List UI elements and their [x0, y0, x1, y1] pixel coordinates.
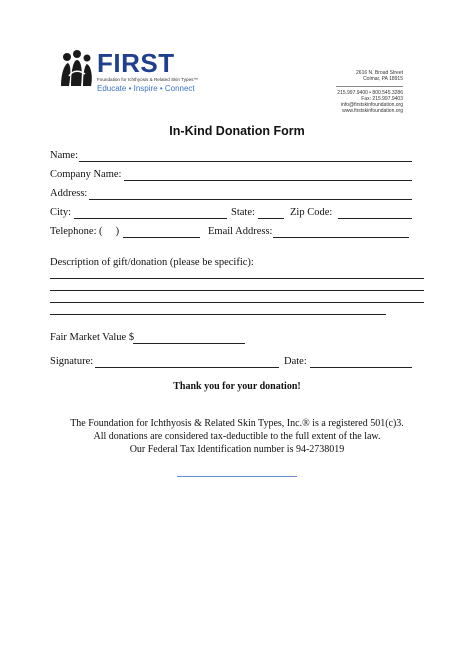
telephone-field[interactable] [123, 237, 200, 238]
mailing-address [356, 70, 403, 82]
telephone-label: Telephone: [50, 226, 97, 237]
telephone-email-row [50, 226, 420, 240]
description-line-3[interactable] [50, 302, 424, 303]
description-line-1[interactable] [50, 278, 424, 279]
name-label: Name: [50, 150, 78, 161]
fair-market-field[interactable] [133, 343, 245, 344]
address-field[interactable] [89, 199, 412, 200]
email-label: Email Address: [208, 226, 273, 237]
form-title: In-Kind Donation Form [169, 124, 305, 138]
city-label: City: [50, 207, 72, 218]
zip-label: Zip Code: [290, 207, 333, 218]
logo-tagline: Educate • Inspire • Connect [97, 84, 195, 93]
date-label: Date: [284, 356, 307, 367]
header-divider [336, 86, 403, 87]
contact-info [337, 90, 403, 114]
state-field[interactable] [258, 218, 284, 219]
footer-link-rule [177, 476, 297, 477]
city-state-zip-row [50, 207, 420, 221]
address-line1: 2616 N. Broad Street [356, 70, 403, 76]
description-line-2[interactable] [50, 290, 424, 291]
address-label: Address: [50, 188, 88, 199]
letterhead [49, 40, 409, 118]
description-line-4[interactable] [50, 314, 386, 315]
signature-label: Signature: [50, 356, 94, 367]
email-field[interactable] [273, 237, 409, 238]
telephone-area-code: ( ) [99, 226, 120, 237]
description-label: Description of gift/donation (please be specific): [50, 257, 254, 268]
tax-id-statement: Our Federal Tax Identification number is 94-2738019 [129, 444, 345, 455]
name-field[interactable] [79, 161, 412, 162]
company-field[interactable] [124, 180, 412, 181]
figures-logo-icon [59, 50, 95, 90]
logo-subtitle: Foundation for Ichthyosis & Related Skin Types™ [97, 77, 199, 82]
name-row [50, 150, 420, 164]
contact-website[interactable]: www.firstskinfoundation.org [342, 108, 403, 114]
company-label: Company Name: [50, 169, 122, 180]
fair-market-row [50, 332, 420, 346]
city-field[interactable] [74, 218, 227, 219]
nonprofit-statement: The Foundation for Ichthyosis & Related Skin Types, Inc.® is a registered 501(c)3. [70, 418, 404, 429]
logo-wordmark: FIRST [97, 48, 175, 78]
first-logo [59, 48, 209, 103]
tax-deductible-statement: All donations are considered tax-deductible to the full extent of the law. [93, 431, 381, 442]
thank-you-message: Thank you for your donation! [173, 381, 301, 392]
phone-numbers: 215.997.9400 • 800.545.3286 [337, 90, 403, 96]
address-row [50, 188, 420, 202]
company-row [50, 169, 420, 183]
date-field[interactable] [310, 367, 412, 368]
fair-market-label: Fair Market Value $ [50, 332, 135, 343]
signature-date-row [50, 356, 420, 370]
fax-number: Fax: 215.997.9403 [361, 96, 403, 102]
address-line2: Colmar, PA 18915 [363, 76, 403, 82]
contact-email: info@firstskinfoundation.org [340, 102, 403, 108]
description-row [50, 257, 420, 271]
zip-field[interactable] [338, 218, 412, 219]
state-label: State: [231, 207, 255, 218]
signature-field[interactable] [95, 367, 279, 368]
